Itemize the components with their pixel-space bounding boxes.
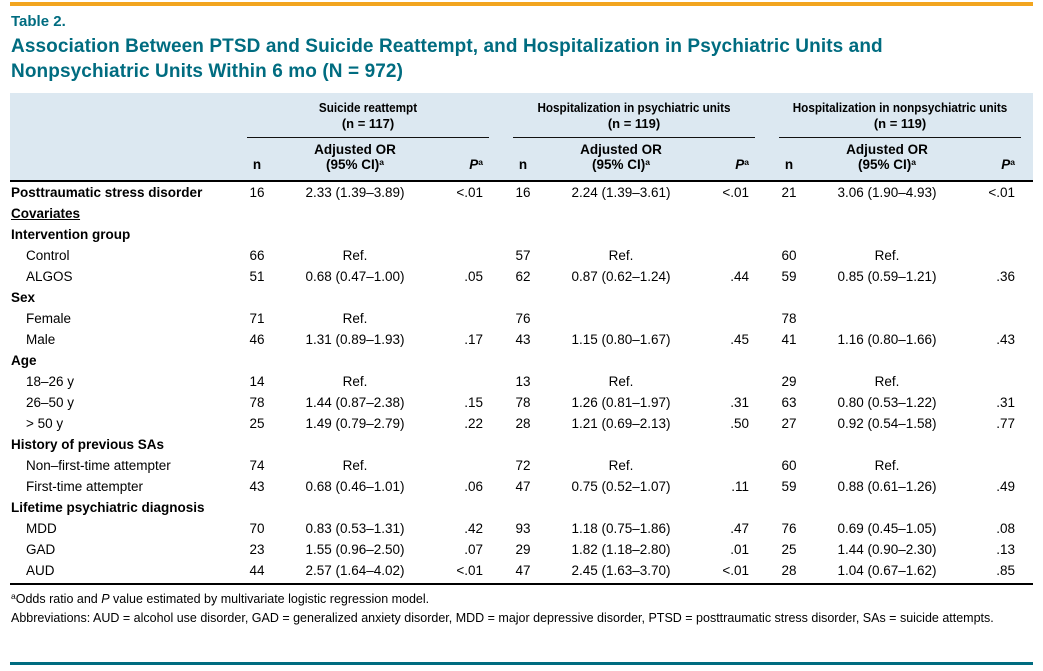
adjusted-or-value: Ref. bbox=[608, 248, 634, 263]
adjusted-or-value: 0.87 (0.62–1.24) bbox=[571, 269, 671, 284]
p-column-header bbox=[431, 138, 501, 181]
row-label: History of previous SAs bbox=[11, 437, 165, 452]
table-row bbox=[10, 455, 1033, 476]
adjusted-or-value bbox=[279, 287, 431, 308]
p-header-letter: P bbox=[469, 157, 479, 172]
p-value bbox=[431, 434, 501, 455]
n-value: 28 bbox=[515, 416, 531, 431]
n-value bbox=[501, 287, 545, 308]
n-value: 44 bbox=[235, 560, 279, 584]
adjusted-or-value bbox=[279, 434, 431, 455]
adjusted-or-value: Ref. bbox=[342, 374, 368, 389]
adjusted-or-value bbox=[545, 497, 697, 518]
p-column-header bbox=[697, 138, 767, 181]
n-value: 29 bbox=[515, 542, 531, 557]
p-value bbox=[963, 308, 1033, 329]
row-label: Female bbox=[26, 311, 72, 326]
p-value bbox=[697, 350, 767, 371]
p-value: .85 bbox=[963, 560, 1033, 584]
adjusted-or-value bbox=[811, 203, 963, 224]
n-value bbox=[501, 350, 545, 371]
top-orange-rule bbox=[10, 2, 1033, 6]
p-value: .08 bbox=[996, 521, 1016, 536]
n-value bbox=[235, 350, 279, 371]
table-row bbox=[10, 518, 1033, 539]
p-value bbox=[431, 455, 501, 476]
n-column-header: n bbox=[501, 138, 545, 181]
row-label: 26–50 y bbox=[26, 395, 75, 410]
p-value: .22 bbox=[464, 416, 484, 431]
n-column-header: n bbox=[767, 138, 811, 181]
label-column-header bbox=[10, 93, 235, 138]
adjusted-or-value bbox=[545, 308, 697, 329]
table-number-label: Table 2. bbox=[11, 13, 66, 30]
footnote-marker: a bbox=[1010, 157, 1016, 167]
p-value bbox=[963, 455, 1033, 476]
n-value bbox=[767, 434, 811, 455]
subheader-row bbox=[10, 138, 1033, 181]
n-value: 66 bbox=[249, 248, 265, 263]
adjusted-or-value bbox=[811, 287, 963, 308]
adjusted-or-value: 1.44 (0.87–2.38) bbox=[305, 395, 405, 410]
n-value: 25 bbox=[781, 542, 797, 557]
n-value bbox=[501, 203, 545, 224]
n-value: 47 bbox=[501, 560, 545, 584]
p-value: .11 bbox=[731, 479, 750, 494]
row-label: Intervention group bbox=[11, 227, 131, 242]
adjusted-or-value: 2.33 (1.39–3.89) bbox=[305, 185, 405, 200]
p-value bbox=[963, 287, 1033, 308]
footnote-marker: a bbox=[11, 591, 16, 601]
adjusted-or-value bbox=[279, 203, 431, 224]
table-row bbox=[10, 329, 1033, 350]
p-value bbox=[431, 497, 501, 518]
p-value bbox=[963, 350, 1033, 371]
p-value bbox=[697, 497, 767, 518]
n-value: 62 bbox=[515, 269, 531, 284]
adjusted-or-value: 0.80 (0.53–1.22) bbox=[837, 395, 937, 410]
table-row bbox=[10, 350, 1033, 371]
p-value bbox=[697, 455, 767, 476]
n-value: 25 bbox=[249, 416, 265, 431]
column-group-inner bbox=[779, 100, 1021, 138]
p-value bbox=[431, 350, 501, 371]
p-value: .01 bbox=[730, 542, 750, 557]
p-value bbox=[963, 434, 1033, 455]
p-value bbox=[431, 245, 501, 266]
p-value: .36 bbox=[996, 269, 1016, 284]
row-label: Non–first-time attempter bbox=[26, 458, 171, 473]
n-value: 23 bbox=[249, 542, 265, 557]
n-value: 21 bbox=[781, 185, 797, 200]
n-value bbox=[767, 224, 811, 245]
p-value: .45 bbox=[730, 332, 750, 347]
adjusted-or-value: 0.92 (0.54–1.58) bbox=[837, 416, 937, 431]
adjusted-or-value: 1.82 (1.18–2.80) bbox=[571, 542, 671, 557]
row-label: Male bbox=[26, 332, 56, 347]
n-value: 46 bbox=[249, 332, 265, 347]
adjusted-or-value: 0.69 (0.45–1.05) bbox=[837, 521, 937, 536]
adjusted-or-value: 1.26 (0.81–1.97) bbox=[571, 395, 671, 410]
row-label: First-time attempter bbox=[26, 479, 144, 494]
n-value: 60 bbox=[781, 458, 797, 473]
n-value: 60 bbox=[781, 248, 797, 263]
footnote-a-italic-p: P bbox=[101, 592, 110, 606]
n-value: 28 bbox=[767, 560, 811, 584]
adjusted-or-value: 2.45 (1.63–3.70) bbox=[545, 560, 697, 584]
p-value: .47 bbox=[730, 521, 750, 536]
adjusted-or-column-header bbox=[279, 138, 431, 181]
adjusted-or-value: 0.85 (0.59–1.21) bbox=[837, 269, 937, 284]
adjusted-or-value: Ref. bbox=[874, 458, 900, 473]
n-value bbox=[767, 287, 811, 308]
p-value bbox=[697, 287, 767, 308]
n-value: 78 bbox=[249, 395, 265, 410]
p-value bbox=[697, 245, 767, 266]
footnotes bbox=[11, 591, 1033, 626]
adjusted-or-value bbox=[545, 350, 697, 371]
row-label: Sex bbox=[11, 290, 36, 305]
p-value: .44 bbox=[730, 269, 750, 284]
n-value bbox=[235, 497, 279, 518]
p-value bbox=[431, 224, 501, 245]
n-value bbox=[235, 203, 279, 224]
adjusted-or-value: 0.83 (0.53–1.31) bbox=[305, 521, 405, 536]
table-row bbox=[10, 413, 1033, 434]
p-value: .31 bbox=[730, 395, 750, 410]
adjusted-or-value: Ref. bbox=[342, 311, 368, 326]
adjusted-or-value: Ref. bbox=[874, 248, 900, 263]
column-group-row bbox=[10, 93, 1033, 138]
p-value: .07 bbox=[464, 542, 484, 557]
n-value: 78 bbox=[781, 311, 797, 326]
or-header-line2: (95% CI) bbox=[326, 157, 380, 172]
adjusted-or-value: Ref. bbox=[608, 458, 634, 473]
n-value: 76 bbox=[781, 521, 797, 536]
adjusted-or-value: Ref. bbox=[874, 374, 900, 389]
group-label: Hospitalization in psychiatric units bbox=[537, 100, 731, 115]
group-n-label: (n = 119) bbox=[607, 116, 661, 131]
adjusted-or-value: 1.31 (0.89–1.93) bbox=[305, 332, 405, 347]
p-value bbox=[963, 371, 1033, 392]
p-value bbox=[697, 224, 767, 245]
or-header-line1: Adjusted OR bbox=[314, 142, 396, 157]
adjusted-or-value: 1.44 (0.90–2.30) bbox=[837, 542, 937, 557]
p-value: <.01 bbox=[431, 560, 501, 584]
p-value bbox=[697, 308, 767, 329]
p-value: <.01 bbox=[722, 185, 750, 200]
adjusted-or-value bbox=[811, 434, 963, 455]
row-label: MDD bbox=[26, 521, 57, 536]
n-value: 71 bbox=[249, 311, 265, 326]
p-value bbox=[431, 203, 501, 224]
n-column-header: n bbox=[235, 138, 279, 181]
p-value bbox=[963, 203, 1033, 224]
p-value bbox=[431, 371, 501, 392]
p-value: .43 bbox=[996, 332, 1016, 347]
adjusted-or-column-header bbox=[811, 138, 963, 181]
p-value: .05 bbox=[464, 269, 484, 284]
p-value: .31 bbox=[996, 395, 1016, 410]
n-value: 78 bbox=[515, 395, 531, 410]
footnote-a-text: Odds ratio and bbox=[15, 592, 102, 606]
adjusted-or-value: Ref. bbox=[342, 458, 368, 473]
n-value: 16 bbox=[249, 185, 265, 200]
column-group-inner bbox=[247, 100, 489, 138]
p-value: .15 bbox=[464, 395, 484, 410]
n-value: 76 bbox=[515, 311, 531, 326]
label-column-subheader bbox=[10, 138, 235, 181]
n-value: 59 bbox=[781, 269, 797, 284]
n-value: 27 bbox=[781, 416, 797, 431]
n-value: 47 bbox=[515, 479, 531, 494]
p-value: <.01 bbox=[988, 185, 1016, 200]
group-n-label: (n = 117) bbox=[341, 116, 395, 131]
column-group-nonpsychiatric-hospitalization bbox=[767, 93, 1033, 138]
p-header-letter: P bbox=[1001, 157, 1011, 172]
row-label: > 50 y bbox=[26, 416, 64, 431]
adjusted-or-value: 2.24 (1.39–3.61) bbox=[571, 185, 671, 200]
adjusted-or-value bbox=[811, 308, 963, 329]
table-row bbox=[10, 539, 1033, 560]
adjusted-or-value: 2.57 (1.64–4.02) bbox=[279, 560, 431, 584]
table-row bbox=[10, 560, 1033, 584]
table-title: Association Between PTSD and Suicide Reattempt, and Hospitalization in Psychiatric Units and Nonpsychiatric Units Within 6 mo (N = 972) bbox=[11, 36, 883, 82]
adjusted-or-value: Ref. bbox=[608, 374, 634, 389]
group-label: Hospitalization in nonpsychiatric units bbox=[792, 100, 1008, 115]
adjusted-or-value bbox=[545, 203, 697, 224]
n-value: 70 bbox=[249, 521, 265, 536]
p-value bbox=[963, 224, 1033, 245]
table-body bbox=[10, 181, 1033, 584]
p-value: .77 bbox=[996, 416, 1016, 431]
adjusted-or-value: 1.55 (0.96–2.50) bbox=[305, 542, 405, 557]
n-value: 93 bbox=[515, 521, 531, 536]
row-label: Control bbox=[26, 248, 70, 263]
footnote-a-text: value estimated by multivariate logistic regression model. bbox=[109, 592, 430, 606]
n-value: 16 bbox=[515, 185, 531, 200]
p-value bbox=[431, 308, 501, 329]
adjusted-or-value bbox=[811, 497, 963, 518]
p-column-header bbox=[963, 138, 1033, 181]
adjusted-or-value: 3.06 (1.90–4.93) bbox=[837, 185, 937, 200]
n-value: 43 bbox=[249, 479, 265, 494]
adjusted-or-value bbox=[279, 350, 431, 371]
or-header-line1: Adjusted OR bbox=[846, 142, 928, 157]
results-table bbox=[10, 93, 1033, 585]
footnote-marker: a bbox=[744, 157, 750, 167]
n-value bbox=[501, 224, 545, 245]
n-value: 14 bbox=[249, 374, 265, 389]
bottom-teal-rule bbox=[10, 662, 1033, 665]
p-value bbox=[697, 371, 767, 392]
adjusted-or-value: 0.68 (0.47–1.00) bbox=[305, 269, 405, 284]
adjusted-or-value: 1.49 (0.79–2.79) bbox=[305, 416, 405, 431]
n-value bbox=[235, 434, 279, 455]
or-header-line2: (95% CI) bbox=[858, 157, 912, 172]
p-header-letter: P bbox=[735, 157, 745, 172]
adjusted-or-value: 0.68 (0.46–1.01) bbox=[305, 479, 405, 494]
group-label: Suicide reattempt bbox=[318, 100, 418, 115]
n-value bbox=[501, 434, 545, 455]
table-row bbox=[10, 308, 1033, 329]
p-value: .49 bbox=[996, 479, 1016, 494]
n-value: 43 bbox=[515, 332, 531, 347]
adjusted-or-value: 1.16 (0.80–1.66) bbox=[837, 332, 937, 347]
adjusted-or-value: 1.21 (0.69–2.13) bbox=[571, 416, 671, 431]
footnote-marker: a bbox=[645, 157, 651, 167]
group-n-label: (n = 119) bbox=[873, 116, 927, 131]
n-value: 29 bbox=[781, 374, 797, 389]
row-label: Covariates bbox=[11, 206, 81, 221]
n-value bbox=[501, 497, 545, 518]
n-value: 51 bbox=[249, 269, 265, 284]
footnote-marker: a bbox=[911, 157, 917, 167]
adjusted-or-value bbox=[279, 224, 431, 245]
row-label: Lifetime psychiatric diagnosis bbox=[11, 500, 205, 515]
row-label: AUD bbox=[10, 560, 235, 584]
p-value bbox=[697, 434, 767, 455]
n-value: 59 bbox=[781, 479, 797, 494]
adjusted-or-value: 0.75 (0.52–1.07) bbox=[571, 479, 671, 494]
n-value bbox=[767, 350, 811, 371]
table-row bbox=[10, 287, 1033, 308]
or-header-line1: Adjusted OR bbox=[580, 142, 662, 157]
adjusted-or-value: 0.88 (0.61–1.26) bbox=[837, 479, 937, 494]
column-group-inner bbox=[513, 100, 755, 138]
table-row bbox=[10, 203, 1033, 224]
row-label: ALGOS bbox=[26, 269, 73, 284]
table-row bbox=[10, 266, 1033, 287]
n-value bbox=[767, 203, 811, 224]
n-value: 74 bbox=[249, 458, 265, 473]
table-row bbox=[10, 434, 1033, 455]
adjusted-or-value: 1.18 (0.75–1.86) bbox=[571, 521, 671, 536]
p-value bbox=[431, 287, 501, 308]
adjusted-or-column-header bbox=[545, 138, 697, 181]
row-label: Posttraumatic stress disorder bbox=[11, 185, 203, 200]
n-value bbox=[235, 224, 279, 245]
p-value: .17 bbox=[464, 332, 484, 347]
adjusted-or-value bbox=[545, 434, 697, 455]
adjusted-or-value bbox=[545, 224, 697, 245]
p-value: .13 bbox=[996, 542, 1016, 557]
adjusted-or-value bbox=[811, 350, 963, 371]
table-header bbox=[10, 93, 1033, 181]
p-value: <.01 bbox=[456, 185, 484, 200]
n-value: 63 bbox=[781, 395, 797, 410]
n-value: 13 bbox=[515, 374, 531, 389]
adjusted-or-value bbox=[811, 224, 963, 245]
row-label: GAD bbox=[26, 542, 56, 557]
n-value: 72 bbox=[515, 458, 531, 473]
table-row bbox=[10, 392, 1033, 413]
table-row bbox=[10, 371, 1033, 392]
p-value: .50 bbox=[730, 416, 750, 431]
p-value bbox=[963, 245, 1033, 266]
p-value: <.01 bbox=[697, 560, 767, 584]
p-value bbox=[963, 497, 1033, 518]
p-value bbox=[697, 203, 767, 224]
column-group-psychiatric-hospitalization bbox=[501, 93, 767, 138]
adjusted-or-value: 1.15 (0.80–1.67) bbox=[571, 332, 671, 347]
footnote-marker: a bbox=[478, 157, 484, 167]
adjusted-or-value: Ref. bbox=[342, 248, 368, 263]
adjusted-or-value: 1.04 (0.67–1.62) bbox=[811, 560, 963, 584]
footnote-marker: a bbox=[379, 157, 384, 167]
n-value: 41 bbox=[781, 332, 797, 347]
column-group-suicide-reattempt bbox=[235, 93, 501, 138]
table-row bbox=[10, 245, 1033, 266]
adjusted-or-value bbox=[279, 497, 431, 518]
row-label: Age bbox=[11, 353, 37, 368]
table-row bbox=[10, 476, 1033, 497]
n-value bbox=[235, 287, 279, 308]
row-label: 18–26 y bbox=[26, 374, 75, 389]
table-row bbox=[10, 224, 1033, 245]
table-row bbox=[10, 497, 1033, 518]
adjusted-or-value bbox=[545, 287, 697, 308]
table-row bbox=[10, 181, 1033, 203]
p-value: .42 bbox=[464, 521, 484, 536]
n-value: 57 bbox=[515, 248, 531, 263]
n-value bbox=[767, 497, 811, 518]
p-value: .06 bbox=[464, 479, 484, 494]
footnote-a bbox=[11, 591, 1016, 607]
or-header-line2: (95% CI) bbox=[592, 157, 646, 172]
footnote-abbreviations: Abbreviations: AUD = alcohol use disorder, GAD = generalized anxiety disorder, MDD = major depressive disorder, PTSD = posttraumatic stress disorder, SAs = suicide attempts. bbox=[11, 611, 994, 625]
